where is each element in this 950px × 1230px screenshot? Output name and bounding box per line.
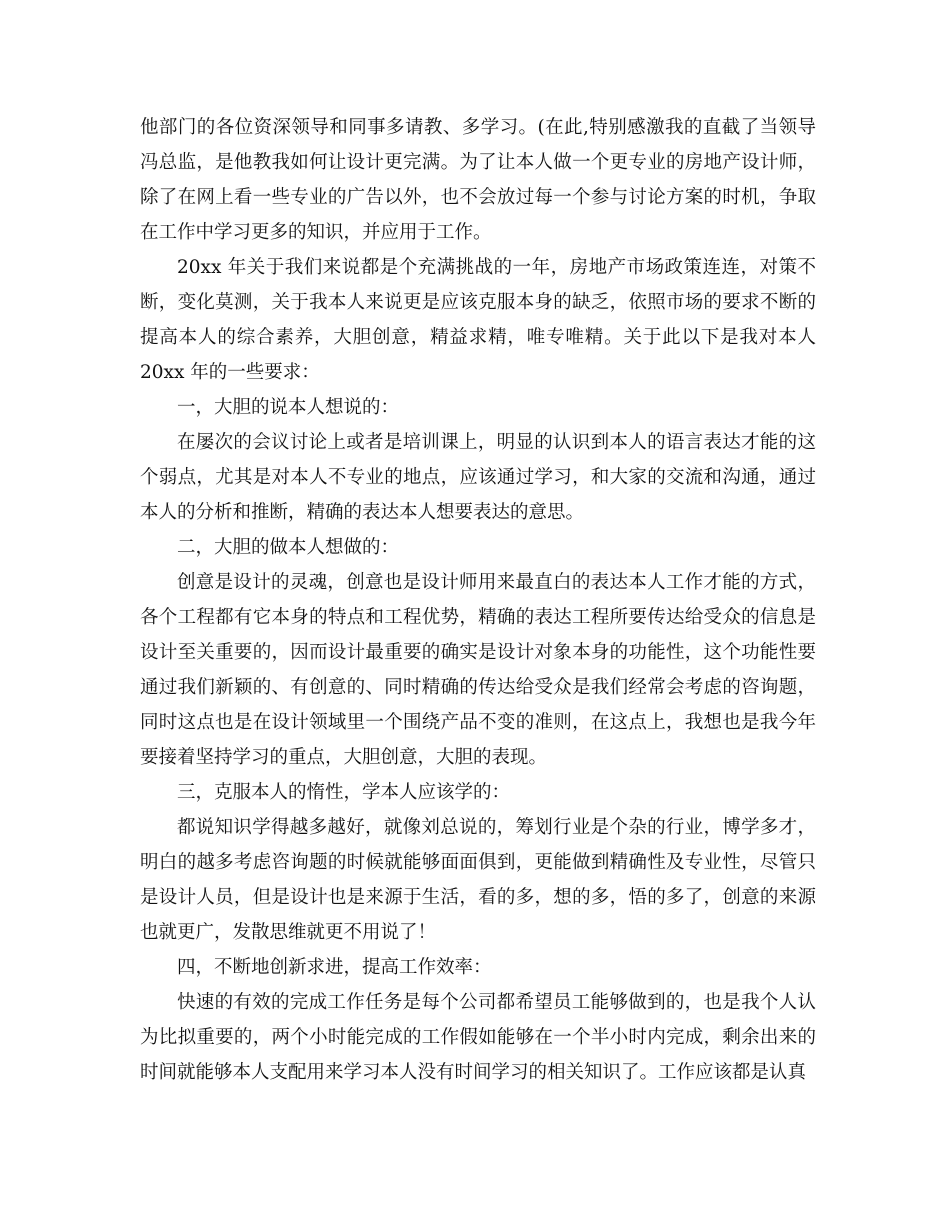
paragraph-year-intro: 20xx 年关于我们来说都是个充满挑战的一年，房地产市场政策连连，对策不断，变化莫测，关于我本人来说更是应该克服本身的缺乏，依照市场的要求不断的提高本人的综合素养，大胆创意，精益求精，唯专唯精。关于此以下是我对本人 20xx 年的一些要求：	[140, 257, 816, 383]
heading-point-3: 三，克服本人的惰性，学本人应该学的：	[177, 782, 511, 803]
document-page	[140, 110, 816, 1090]
paragraph-point-1: 在屡次的会议讨论上或者是培训课上，明显的认识到本人的语言表达才能的这个弱点，尤其是对本人不专业的地点，应该通过学习，和大家的交流和沟通，通过本人的分析和推断，精确的表达本人想要表达的意思。	[140, 432, 816, 523]
heading-point-2: 二，大胆的做本人想做的：	[177, 537, 400, 558]
paragraph-continuation: 他部门的各位资深领导和同事多请教、多学习。(在此,特别感激我的直截了当领导冯总监，是他教我如何让设计更完满。为了让本人做一个更专业的房地产设计师，除了在网上看一些专业的广告以外，也不会放过每一个参与讨论方案的时机，争取在工作中学习更多的知识，并应用于工作。	[140, 117, 816, 243]
heading-point-1: 一，大胆的说本人想说的：	[177, 397, 400, 418]
paragraph-point-2: 创意是设计的灵魂，创意也是设计师用来最直白的表达本人工作才能的方式，各个工程都有它本身的特点和工程优势，精确的表达工程所要传达给受众的信息是设计至关重要的，因而设计最重要的确实是设计对象本身的功能性，这个功能性要通过我们新颖的、有创意的、同时精确的传达给受众是我们经常会考虑的咨询题，同时这点也是在设计领域里一个围绕产品不变的准则，在这点上，我想也是我今年要接着坚持学习的重点，大胆创意，大胆的表现。	[140, 572, 816, 768]
paragraph-point-4: 快速的有效的完成工作任务是每个公司都希望员工能够做到的，也是我个人认为比拟重要的，两个小时能完成的工作假如能够在一个半小时内完成，剩余出来的时间就能够本人支配用来学习本人没有时间学习的相关知识了。工作应该都是认真	[140, 992, 816, 1083]
heading-point-4: 四，不断地创新求进，提高工作效率：	[177, 957, 492, 978]
paragraph-point-3: 都说知识学得越多越好，就像刘总说的，筹划行业是个杂的行业，博学多才，明白的越多考虑咨询题的时候就能够面面俱到，更能做到精确性及专业性，尽管只是设计人员，但是设计也是来源于生活，看的多，想的多，悟的多了，创意的来源也就更广，发散思维就更不用说了！	[140, 817, 816, 943]
